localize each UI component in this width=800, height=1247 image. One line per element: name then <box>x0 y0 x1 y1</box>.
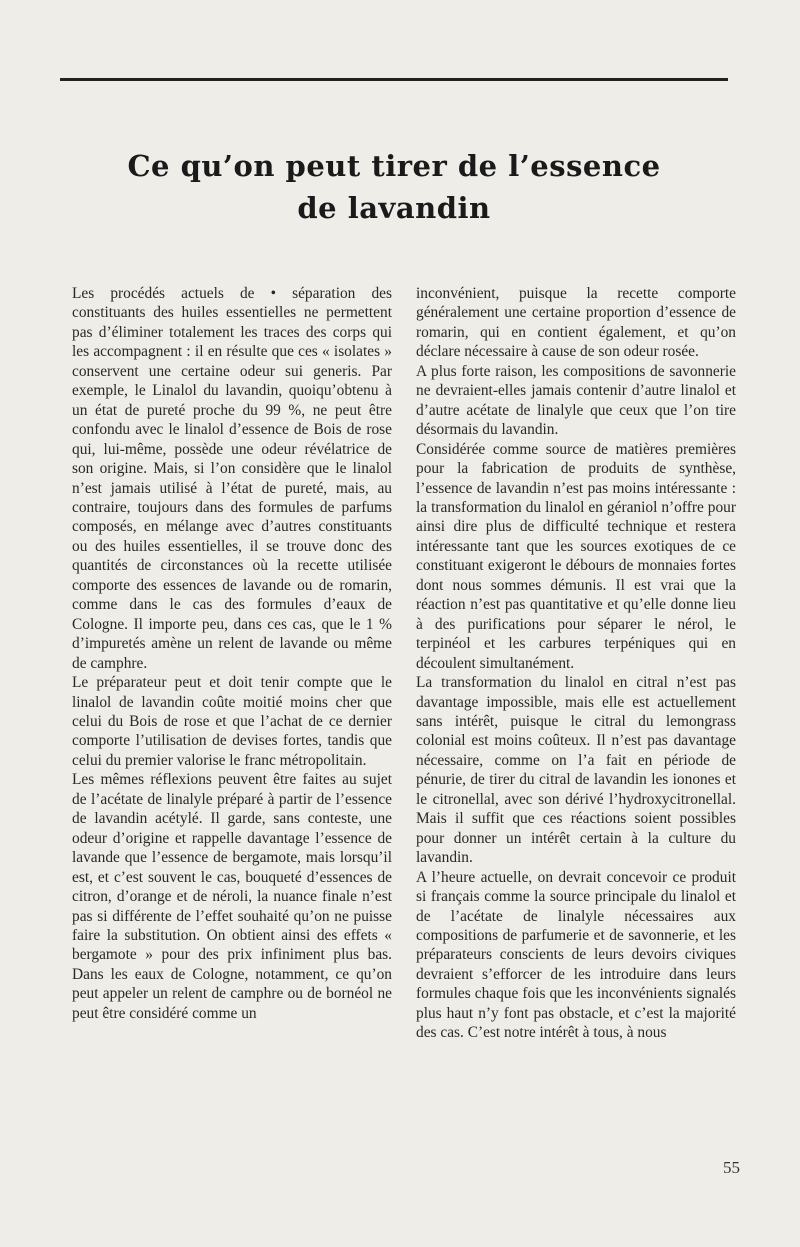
paragraph: A plus forte raison, les compositions de savonnerie ne devraient-elles jamais contenir d’autre linalol et d’autre acétate de linalyle que ceux que l’on tire désormais du lavandin. <box>416 362 736 439</box>
paragraph: Considérée comme source de matières premières pour la fabrication de produits de synthèse, l’essence de lavandin n’est pas moins intéressante : la transformation du linalol en géraniol n’offre pour ainsi dire plus de difficulté technique et restera intéressante tant que les sources exotiques de ce constituant exigeront le débours de monnaies fortes dont nous sommes démunis. Il est vrai que la réaction n’est pas quantitative et qu’elle donne lieu à des purifications pour séparer le nérol, le terpinéol et les carbures terpéniques qui en découlent simultanément. <box>416 440 736 672</box>
right-column <box>416 284 736 1043</box>
left-column <box>72 284 392 1023</box>
paragraph: Les mêmes réflexions peuvent être faites au sujet de l’acétate de linalyle préparé à partir de l’essence de lavandin acétylé. Il garde, sans conteste, une odeur d’origine et rappelle davantage l’essence de lavande que l’essence de bergamote, mais lorsqu’il est, et c’est souvent le cas, bouqueté d’essences de citron, d’orange et de néroli, la nuance finale n’est pas si différente de l’effet souhaité qu’on ne puisse faire la substitution. On obtient ainsi des effets « bergamote » pour des prix infiniment plus bas. Dans les eaux de Cologne, notamment, ce qu’on peut appeler un relent de camphre ou de bornéol ne peut être considéré comme un <box>72 771 392 1022</box>
title-line-1: Ce qu’on peut tirer de l’essence <box>127 149 661 183</box>
article-title <box>60 145 728 229</box>
paragraph: inconvénient, puisque la recette comporte généralement une certaine proportion d’essence de romarin, qui en contient également, et qu’on déclare nécessaire à cause de son odeur rosée. <box>416 285 736 361</box>
page-number: 55 <box>723 1158 740 1177</box>
paragraph: Le préparateur peut et doit tenir compte que le linalol de lavandin coûte moitié moins cher que celui du Bois de rose et que l’achat de ce dernier comporte l’utilisation de devises fortes, tandis que celui du premier valorise le franc métropolitain. <box>72 674 392 769</box>
paragraph: Les procédés actuels de • séparation des constituants des huiles essentielles ne permettent pas d’éliminer totalement les traces des corps qui les accompagnent : il en résulte que ces « isolates » conservent une certaine odeur sui generis. Par exemple, le Linalol du lavandin, quoiqu’obtenu à un état de pureté proche du 99 %, ne peut être confondu avec le linalol d’essence de Bois de rose qui, lui-même, possède une odeur révélatrice de son origine. Mais, si l’on considère que le linalol n’est jamais utilisé à l’état de pureté, mais, au contraire, toujours dans des formules de parfums composés, en mélange avec d’autres constituants ou des huiles essentielles, il se trouve donc des quantités de circonstances où la recette utilisée comporte des essences de lavande ou de romarin, comme dans le cas des formules d’eaux de Cologne. Il importe peu, dans ces cas, que le 1 % d’impuretés amène un relent de lavande ou même de camphre. <box>72 285 392 672</box>
title-line-2: de lavandin <box>297 191 491 225</box>
paragraph: La transformation du linalol en citral n’est pas davantage impossible, mais elle est actuellement sans intérêt, puisque le citral du lemongrass colonial est moins coûteux. Il n’est pas davantage nécessaire, comme on l’a fait en période de pénurie, de tirer du citral de lavandin les ionones et le citronellal, avec son dérivé l’hydroxycitronellal. Mais il suffit que ces réactions soient possibles pour donner un intérêt certain à la culture du lavandin. <box>416 674 736 867</box>
top-rule <box>60 78 728 81</box>
paragraph: A l’heure actuelle, on devrait concevoir ce produit si français comme la source principale du linalol et de l’acétate de linalyle nécessaires aux compositions de parfumerie et de savonnerie, et les préparateurs conscients de leurs devoirs civiques devraient s’efforcer de les introduire dans leurs formules chaque fois que les inconvénients signalés plus haut n’y font pas obstacle, et c’est la majorité des cas. C’est notre intérêt à tous, à nous <box>416 868 736 1042</box>
